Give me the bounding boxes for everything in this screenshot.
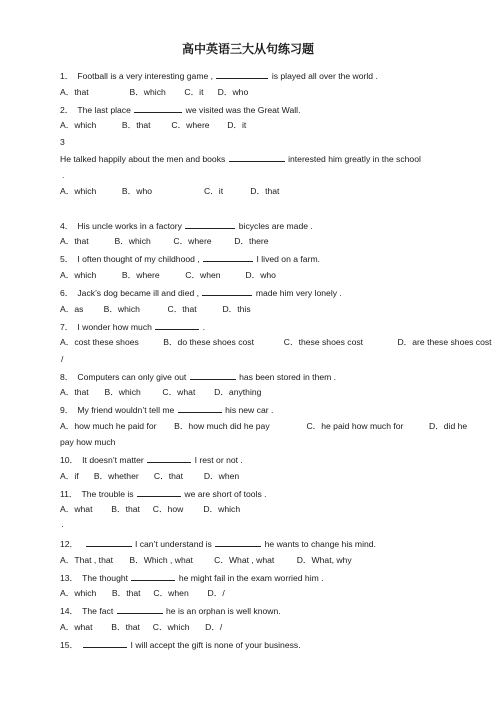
question-text: has been stored in them . (239, 372, 337, 382)
option-d: D．there (234, 236, 269, 246)
option-b: B．which (103, 304, 140, 314)
option-b: B．Which , what (129, 555, 193, 565)
question-number: 2． (60, 105, 74, 115)
question-text: he might fail in the exam worried him . (178, 573, 324, 583)
answer-blank[interactable] (178, 404, 222, 413)
option-a: A．That , that (60, 555, 114, 565)
option-c: C．when (153, 588, 189, 598)
question-text: he wants to change his mind. (264, 539, 376, 549)
options-row (60, 304, 261, 315)
option-b: B．how much did he pay (174, 421, 270, 431)
question-line (60, 321, 205, 333)
option-d: D．/ (205, 622, 223, 632)
text-fragment: . (62, 170, 65, 180)
option-d: D．What, why (296, 555, 352, 565)
question-text: interested him greatly in the school (288, 154, 421, 164)
question-number: 13． (60, 573, 79, 583)
option-d: D．which (203, 504, 241, 514)
question-text: His uncle works in a factory (77, 221, 182, 231)
text-fragment: · (61, 521, 64, 531)
options-row (60, 87, 270, 98)
option-a: A．cost these shoes (60, 337, 139, 347)
options-row (60, 471, 250, 482)
option-d: D．when (203, 471, 240, 481)
option-c: C．that (167, 304, 197, 314)
option-c: C．what (162, 387, 196, 397)
option-d: D．are these shoes cost (397, 337, 492, 347)
option-a: A．as (60, 304, 84, 314)
question-line (60, 572, 324, 584)
option-a: A．how much he paid for (60, 421, 157, 431)
option-b: B．that (111, 588, 141, 598)
option-a: A．if (60, 471, 79, 481)
option-b: B．that (111, 622, 140, 632)
option-d: D．who (245, 270, 276, 280)
option-c: C．where (173, 236, 212, 246)
text-fragment: / (61, 354, 64, 364)
question-text: . (202, 322, 206, 332)
answer-blank[interactable] (203, 253, 253, 262)
options-row (60, 622, 243, 633)
option-c: C．which (152, 622, 190, 632)
option-c: C．he paid how much for (306, 421, 404, 431)
question-number: 8． (60, 372, 74, 382)
question-number: 11． (60, 489, 78, 499)
question-text: My friend wouldn’t tell me (77, 405, 175, 415)
option-b: B．that (121, 120, 151, 130)
answer-blank[interactable] (147, 454, 191, 463)
answer-blank[interactable] (185, 220, 235, 229)
option-d: D．who (217, 87, 249, 97)
question-line (60, 404, 273, 416)
question-text: his new car . (225, 405, 274, 415)
question-text: I rest or not . (194, 455, 243, 465)
option-a: A．that (60, 387, 89, 397)
answer-blank[interactable] (83, 639, 127, 648)
answer-blank[interactable] (86, 538, 132, 547)
text-line (62, 170, 64, 181)
question-line (60, 454, 243, 466)
question-text: I can’t understand is (134, 539, 212, 549)
question-text: bicycles are made . (238, 221, 313, 231)
question-text: we are short of tools . (184, 489, 267, 499)
question-number: 9． (60, 405, 74, 415)
answer-blank[interactable] (134, 104, 182, 113)
question-text: I wonder how much (77, 322, 152, 332)
question-line (60, 538, 376, 550)
option-c: C．it (184, 87, 204, 97)
question-text: Computers can only give out (77, 372, 187, 382)
question-text: The fact (82, 606, 114, 616)
option-d: D．that (250, 186, 280, 196)
question-line (60, 488, 267, 500)
question-text: Football is a very interesting game , (77, 71, 214, 81)
options-row (60, 555, 366, 566)
question-line (60, 605, 281, 617)
question-text: The trouble is (81, 489, 134, 499)
question-line (60, 220, 313, 232)
option-b: B．which (114, 236, 151, 246)
question-line (60, 639, 301, 651)
answer-blank[interactable] (131, 572, 175, 581)
text-line (61, 521, 64, 532)
option-d: D．did he (429, 421, 468, 431)
options-row (60, 337, 496, 348)
question-number: 6． (60, 288, 74, 298)
question-line (60, 70, 378, 82)
question-line (60, 104, 300, 116)
question-number: 15． (60, 640, 79, 650)
option-a: A．which (60, 120, 97, 130)
answer-blank[interactable] (229, 153, 285, 162)
question-text: I often thought of my childhood , (77, 254, 200, 264)
answer-blank[interactable] (137, 488, 181, 497)
answer-blank[interactable] (155, 321, 199, 330)
option-c: C．when (185, 270, 221, 280)
question-number: 10． (60, 455, 79, 465)
option-d: D．it (227, 120, 247, 130)
options-row (60, 186, 290, 197)
option-d: D．this (222, 304, 251, 314)
question-text: Jack’s dog became ill and died , (77, 288, 200, 298)
question-number: 1． (60, 71, 74, 81)
option-b: B．where (121, 270, 160, 280)
option-c: C．What , what (214, 555, 275, 565)
question-number: 7． (60, 322, 74, 332)
question-text: The last place (77, 105, 131, 115)
answer-blank[interactable] (216, 70, 268, 79)
option-c: C．how (152, 504, 184, 514)
option-c: C．it (204, 186, 224, 196)
question-number: 4． (60, 221, 74, 231)
option-d: D．anything (214, 387, 262, 397)
option-c: C．where (171, 120, 210, 130)
question-text: It doesn’t matter (82, 455, 144, 465)
option-d: D．/ (207, 588, 225, 598)
question-text: He talked happily about the men and books (60, 154, 226, 164)
option-b: B．which (104, 387, 141, 397)
options-row (60, 504, 258, 515)
options-row (60, 387, 269, 398)
question-line (60, 287, 342, 299)
question-number: 5． (60, 254, 74, 264)
question-line (60, 137, 69, 148)
option-a: A．which (60, 588, 97, 598)
question-number: 3 (60, 137, 65, 147)
option-a: A．which (60, 186, 97, 196)
option-b: B．whether (93, 471, 139, 481)
page-title: 高中英语三大从句练习题 (181, 42, 314, 56)
option-a: A．which (60, 270, 97, 280)
answer-blank[interactable] (117, 605, 163, 614)
option-a: A．what (60, 622, 93, 632)
question-text: made him very lonely . (255, 288, 342, 298)
options-row (60, 236, 276, 247)
text-line (60, 437, 115, 448)
question-number: 14． (60, 606, 79, 616)
option-b: B．which (129, 87, 166, 97)
question-line (60, 253, 320, 265)
question-text: I will accept the gift is none of your business. (130, 640, 301, 650)
answer-blank[interactable] (215, 538, 261, 547)
option-a: A．that (60, 87, 89, 97)
text-line (61, 354, 63, 365)
option-c: C．that (153, 471, 184, 481)
text-fragment: pay how much (60, 437, 116, 447)
option-b: B．that (111, 504, 140, 514)
options-row (60, 120, 263, 131)
options-row (60, 270, 290, 281)
question-number: 12． (60, 539, 79, 549)
options-row (60, 421, 482, 432)
options-row (60, 588, 245, 599)
question-text: is played all over the world . (271, 71, 378, 81)
question-line (60, 371, 336, 383)
answer-blank[interactable] (202, 287, 252, 296)
option-a: A．that (60, 236, 89, 246)
option-a: A．what (60, 504, 93, 514)
question-text: we visited was the Great Wall. (185, 105, 301, 115)
option-b: B．do these shoes cost (163, 337, 254, 347)
question-text: he is an orphan is well known. (166, 606, 281, 616)
option-c: C．these shoes cost (283, 337, 364, 347)
question-text: The thought (82, 573, 129, 583)
question-text: I lived on a farm. (256, 254, 320, 264)
answer-blank[interactable] (190, 371, 236, 380)
option-b: B．who (121, 186, 152, 196)
text-line (60, 153, 421, 165)
